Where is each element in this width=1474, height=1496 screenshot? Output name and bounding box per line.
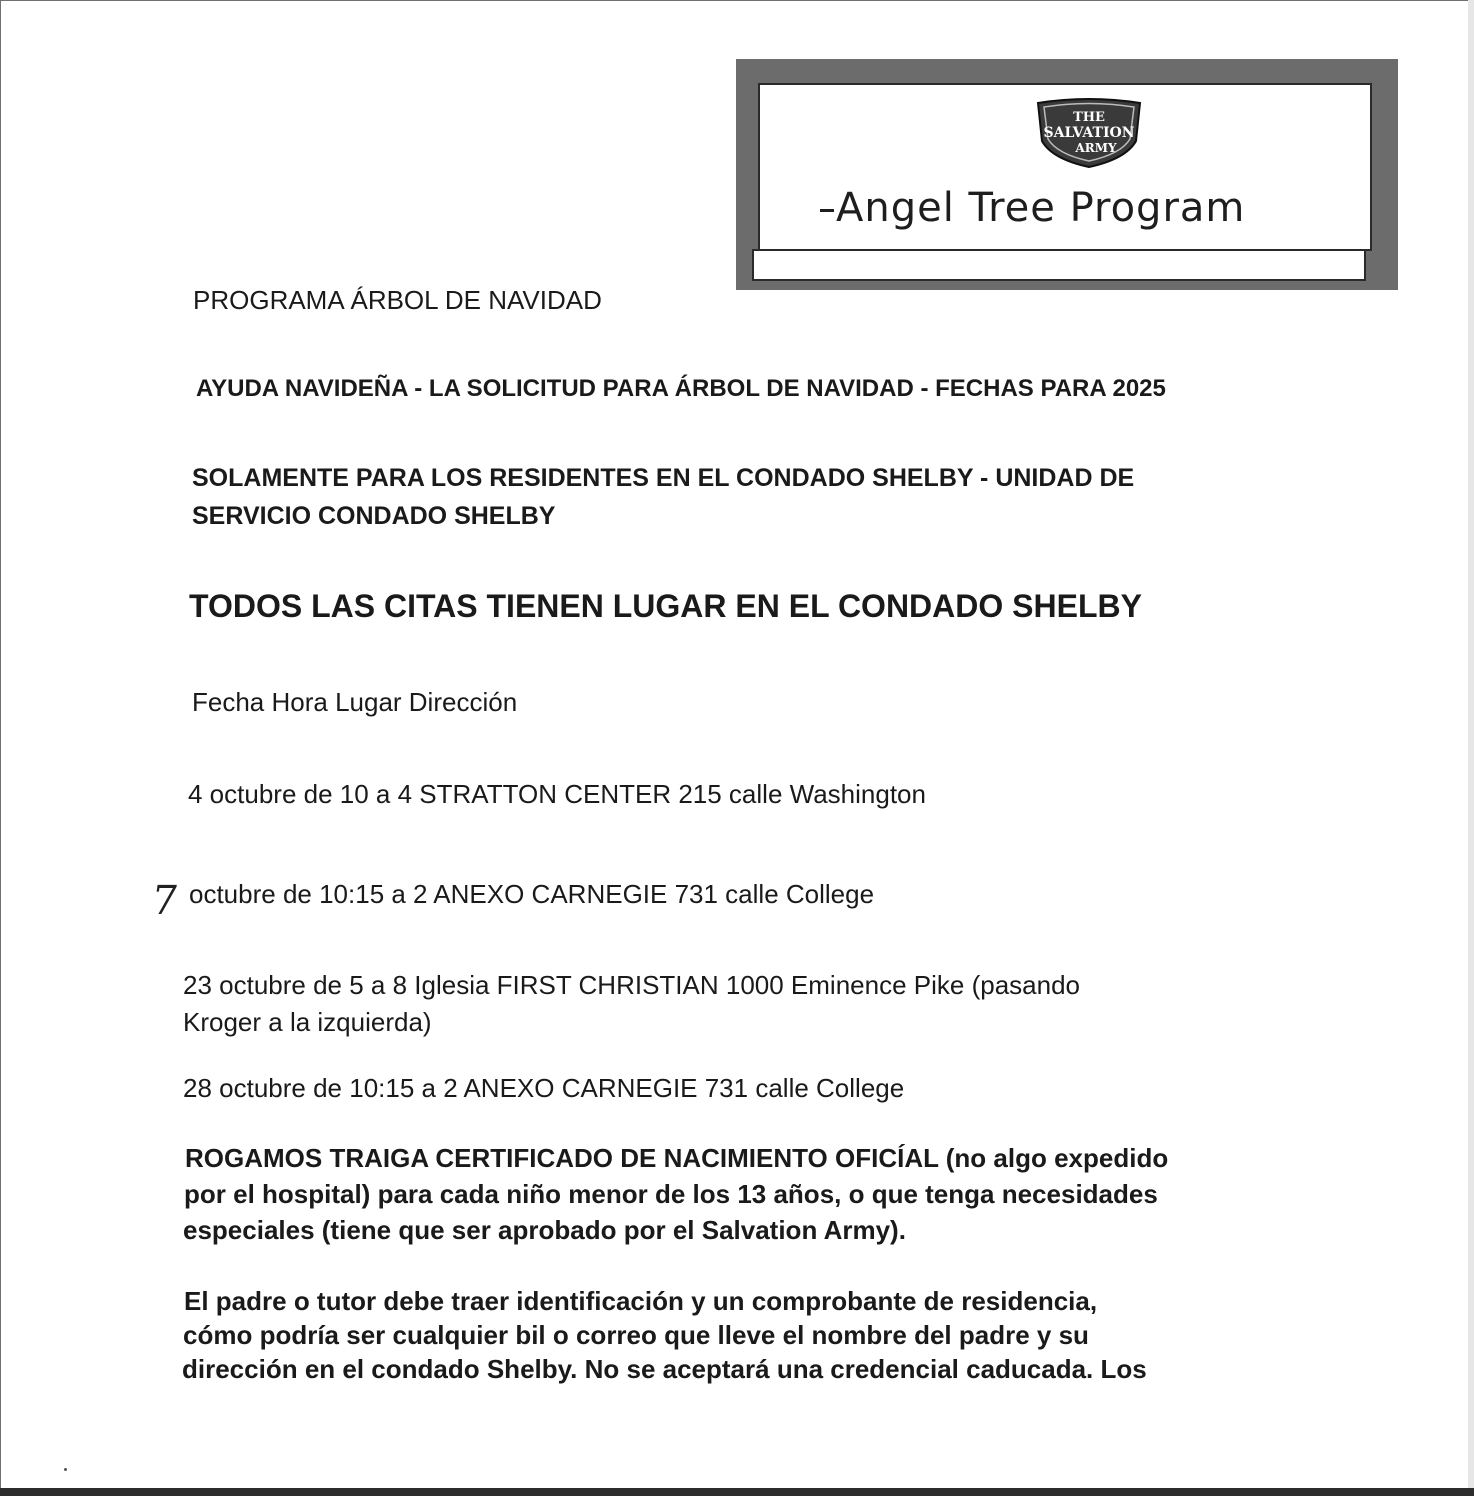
birth-certificate-bold: ROGAMOS TRAIGA CERTIFICADO DE NACIMIENTO OFICÍAL [185,1143,939,1173]
birth-certificate-line-3: especiales (tiene que ser aprobado por el Salvation Army). [183,1215,906,1245]
schedule-item-3-line-2: Kroger a la izquierda) [183,1007,432,1037]
shield-text-army: ARMY [1075,141,1117,155]
birth-certificate-line-1 [185,1143,1168,1174]
angel-tree-logo [736,59,1398,290]
residents-line-1: SOLAMENTE PARA LOS RESIDENTES EN EL CONDADO SHELBY - UNIDAD DE [192,464,1135,492]
schedule-item-4: 28 octubre de 10:15 a 2 ANEXO CARNEGIE 731 calle College [183,1073,905,1103]
program-name: Angel Tree Program [836,185,1246,231]
salvation-army-shield-icon [1030,97,1148,169]
scan-speck [64,1468,67,1471]
logo-title [820,185,1340,231]
schedule-item-2: octubre de 10:15 a 2 ANEXO CARNEGIE 731 calle College [189,879,875,909]
logo-panel [758,83,1372,251]
heading-dates: AYUDA NAVIDEÑA - LA SOLICITUD PARA ÁRBOL DE NAVIDAD - FECHAS PARA 2025 [196,375,1166,402]
scan-edge-right [1468,0,1474,1496]
schedule-item-3-line-1: 23 octubre de 5 a 8 Iglesia FIRST CHRISTIAN 1000 Eminence Pike (pasando [183,970,1080,1000]
logo-dash [820,209,834,212]
scan-edge-bottom [0,1488,1474,1496]
appointments-heading: TODOS LAS CITAS TIENEN LUGAR EN EL CONDADO SHELBY [189,588,1142,624]
birth-certificate-line-2: por el hospital) para cada niño menor de los 13 años, o que tenga necesidades [184,1179,1158,1209]
birth-certificate-rest: (no algo expedido [938,1143,1169,1173]
logo-bottom-strip [752,249,1366,281]
shield-text-salvation: SALVATION [1043,125,1135,141]
id-requirements-line-3: dirección en el condado Shelby. No se aceptará una credencial caducada. Los [182,1354,1147,1384]
handwritten-seven: 7 [148,878,181,924]
id-requirements-line-2: cómo podría ser cualquier bil o correo que lleve el nombre del padre y su [183,1320,1089,1350]
heading-program: PROGRAMA ÁRBOL DE NAVIDAD [193,285,602,315]
shield-text-the: THE [1073,110,1105,125]
schedule-item-1: 4 octubre de 10 a 4 STRATTON CENTER 215 calle Washington [188,779,926,809]
id-requirements-line-1: El padre o tutor debe traer identificación y un comprobante de residencia, [184,1286,1098,1316]
residents-line-2: SERVICIO CONDADO SHELBY [192,502,556,530]
columns-header: Fecha Hora Lugar Dirección [192,687,518,717]
